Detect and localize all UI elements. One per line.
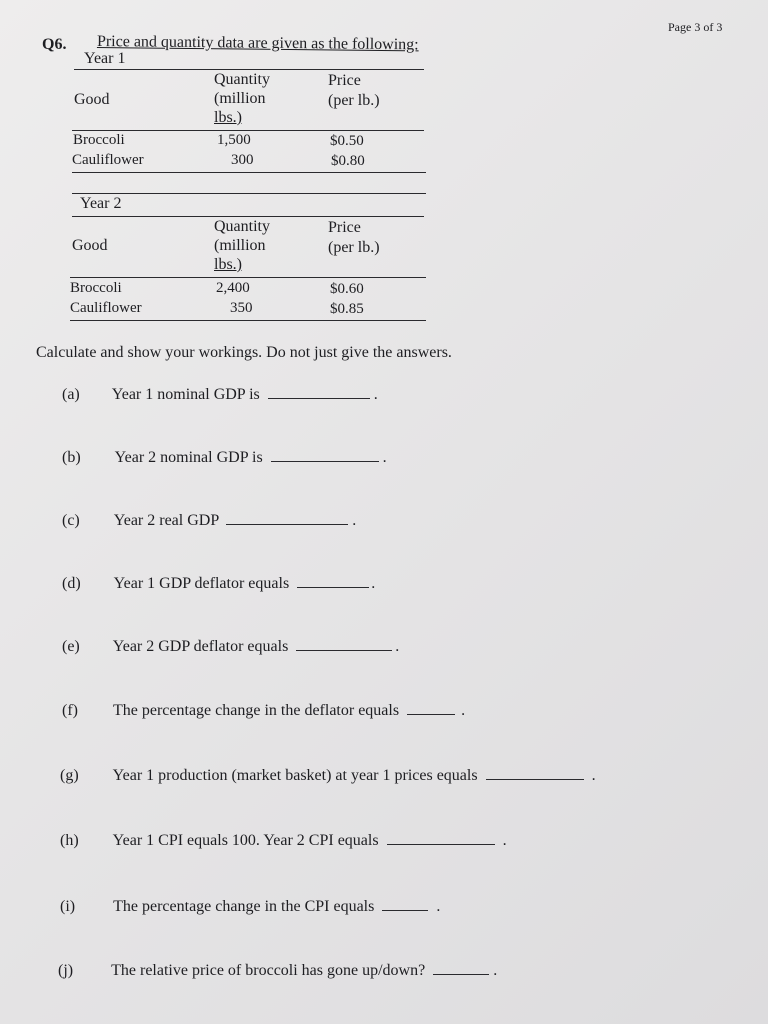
table-cell-quantity: 2,400 — [216, 280, 250, 296]
item-text: Year 2 GDP deflator equals — [112, 638, 289, 655]
instructions: Calculate and show your workings. Do not just give the answers. — [36, 344, 452, 361]
item-letter: (c) — [62, 512, 80, 529]
header-price-line: Price — [328, 219, 361, 236]
item-text: Year 1 nominal GDP is — [111, 386, 260, 403]
table-cell-quantity: 300 — [231, 152, 254, 168]
table-rule — [72, 172, 426, 173]
item-letter: (h) — [60, 832, 79, 849]
header-good: Good — [72, 237, 108, 254]
list-item: (i) The percentage change in the CPI equals . — [60, 898, 441, 915]
table-title: Year 1 — [84, 50, 126, 67]
table-rule — [70, 320, 426, 321]
header-price-line: Price — [328, 72, 361, 89]
table-cell-quantity: 1,500 — [217, 132, 251, 148]
answer-blank[interactable] — [382, 896, 428, 911]
header-price — [328, 218, 380, 258]
item-letter: (j) — [58, 962, 74, 979]
list-item: (d) Year 1 GDP deflator equals . — [62, 575, 376, 592]
table-cell-good: Cauliflower — [72, 152, 144, 168]
answer-blank[interactable] — [387, 830, 495, 845]
question-number: Q6. — [42, 36, 67, 53]
header-quantity — [214, 70, 270, 127]
item-letter: (f) — [62, 702, 78, 719]
item-text: Year 2 nominal GDP is — [114, 449, 263, 466]
header-quantity-line: Quantity — [214, 71, 270, 88]
item-text: The relative price of broccoli has gone up/down? — [111, 962, 426, 979]
header-quantity — [214, 217, 270, 274]
item-letter: (d) — [62, 575, 81, 592]
header-quantity-line: lbs.) — [214, 256, 242, 273]
table-cell-good: Broccoli — [73, 132, 125, 148]
list-item: (h) Year 1 CPI equals 100. Year 2 CPI equals . — [60, 832, 507, 849]
table-rule — [72, 130, 424, 131]
table-cell-price: $0.80 — [331, 153, 365, 169]
table-cell-price: $0.50 — [330, 133, 364, 149]
item-text: Year 1 production (market basket) at year 1 prices equals — [112, 767, 478, 784]
question-title: Price and quantity data are given as the following: — [96, 33, 419, 54]
table-cell-good: Broccoli — [70, 280, 122, 296]
item-text: The percentage change in the CPI equals — [113, 898, 375, 915]
item-letter: (g) — [60, 767, 79, 784]
table-cell-price: $0.60 — [330, 281, 364, 297]
answer-blank[interactable] — [433, 960, 489, 975]
header-price-line: (per lb.) — [328, 239, 380, 256]
item-text: Year 2 real GDP — [113, 512, 220, 529]
answer-blank[interactable] — [407, 700, 455, 715]
list-item: (c) Year 2 real GDP . — [62, 512, 357, 529]
list-item: (j) The relative price of broccoli has gone up/down? . — [58, 962, 498, 979]
item-letter: (a) — [62, 386, 80, 403]
header-quantity-line: (million — [214, 90, 266, 107]
table-rule — [72, 193, 426, 194]
table-title: Year 2 — [80, 195, 122, 212]
table-cell-quantity: 350 — [230, 300, 253, 316]
header-quantity-line: lbs.) — [214, 109, 242, 126]
item-text: Year 1 CPI equals 100. Year 2 CPI equals — [112, 832, 379, 849]
item-text: The percentage change in the deflator equals — [112, 702, 400, 719]
item-letter: (b) — [62, 449, 81, 466]
header-good: Good — [74, 91, 110, 108]
table-cell-price: $0.85 — [330, 301, 364, 317]
page-number: Page 3 of 3 — [668, 20, 723, 34]
answer-blank[interactable] — [226, 510, 348, 525]
item-text: Year 1 GDP deflator equals — [113, 575, 290, 592]
answer-blank[interactable] — [268, 384, 370, 399]
header-price-line: (per lb.) — [328, 92, 380, 109]
item-letter: (e) — [62, 638, 80, 655]
answer-blank[interactable] — [296, 636, 392, 651]
list-item: (g) Year 1 production (market basket) at year 1 prices equals . — [60, 767, 596, 784]
table-cell-good: Cauliflower — [70, 300, 142, 316]
header-price — [328, 71, 380, 111]
header-quantity-line: (million — [214, 237, 266, 254]
list-item: (b) Year 2 nominal GDP is . — [62, 449, 387, 466]
item-letter: (i) — [60, 898, 76, 915]
list-item: (a) Year 1 nominal GDP is . — [62, 386, 378, 403]
list-item: (f) The percentage change in the deflator equals . — [62, 702, 466, 719]
answer-blank[interactable] — [486, 765, 584, 780]
list-item: (e) Year 2 GDP deflator equals . — [62, 638, 400, 655]
answer-blank[interactable] — [297, 573, 369, 588]
table-rule — [70, 277, 426, 278]
header-quantity-line: Quantity — [214, 218, 270, 235]
answer-blank[interactable] — [271, 447, 379, 462]
